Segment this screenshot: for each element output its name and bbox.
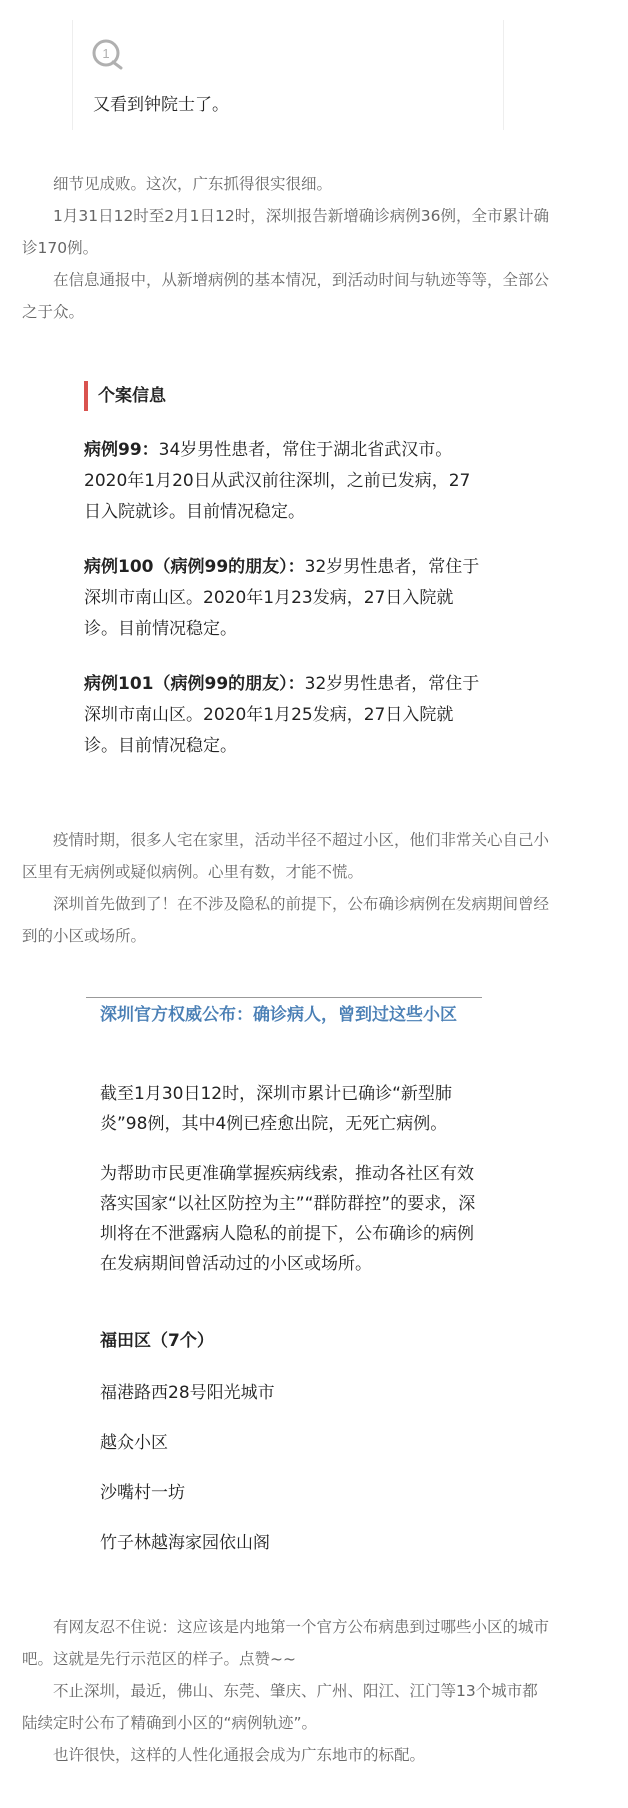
paragraph-bottom-2: 不止深圳，最近，佛山、东莞、肇庆、广州、阳江、江门等13个城市都陆续定时公布了精确到小区的“病例轨迹”。 [22,1682,538,1732]
paragraph-intro-2: 1月31日12时至2月1日12时，深圳报告新增确诊病例36例，全市累计确诊170例。 [22,207,549,257]
place-item: 越众小区 [100,1433,168,1453]
paragraph-intro-1: 细节见成败。这次，广东抓得很实很细。 [53,175,333,193]
case-text: 32岁男性患者，常住于深圳市南山区。2020年1月25发病，27日入院就诊。目前情况稳定。 [84,674,480,756]
place-item: 竹子林越海家园依山阁 [100,1533,270,1553]
case-sep: ： [141,440,159,460]
speech-bubble-icon [91,38,125,72]
icon-digit: 1 [102,46,110,61]
case-title-accent [84,381,88,411]
case-text: 34岁男性患者，常住于湖北省武汉市。2020年1月20日从武汉前往深圳，之前已发病，27日入院就诊。目前情况稳定。 [84,440,471,522]
place-item: 福港路西28号阳光城市 [100,1383,275,1403]
official-box-rule [86,997,482,998]
case-sep: ： [287,674,305,694]
case-sep: ： [287,557,305,577]
case-label: 病例99 [84,440,142,460]
official-paragraph-1: 截至1月30日12时，深圳市累计已确诊“新型肺炎”98例，其中4例已痊愈出院，无死亡病例。 [100,1084,452,1134]
official-title-link[interactable]: 深圳官方权威公布：确诊病人，曾到过这些小区 [100,1005,457,1025]
paragraph-mid-1: 疫情时期，很多人宅在家里，活动半径不超过小区，他们非常关心自己小区里有无病例或疑似病例。心里有数，才能不慌。 [22,831,550,881]
case-item [84,552,484,645]
case-label: 病例100（病例99的朋友） [84,557,288,577]
case-box-title: 个案信息 [98,386,166,406]
case-item [84,435,484,528]
quoted-comment-card [72,20,504,130]
paragraph-intro-3: 在信息通报中，从新增病例的基本情况，到活动时间与轨迹等等，全部公之于众。 [22,271,550,321]
case-item [84,669,484,762]
place-item: 沙嘴村一坊 [100,1483,185,1503]
case-label: 病例101（病例99的朋友） [84,674,288,694]
quote-text: 又看到钟院士了。 [93,95,229,115]
case-text: 32岁男性患者，常住于深圳市南山区。2020年1月23发病，27日入院就诊。目前情况稳定。 [84,557,480,639]
district-heading: 福田区（7个） [100,1331,214,1351]
paragraph-mid-2: 深圳首先做到了！在不涉及隐私的前提下，公布确诊病例在发病期间曾经到的小区或场所。 [22,895,550,945]
paragraph-bottom-1: 有网友忍不住说：这应该是内地第一个官方公布病患到过哪些小区的城市吧。这就是先行示范区的样子。点赞~~ [22,1618,550,1668]
paragraph-bottom-3: 也许很快，这样的人性化通报会成为广东地市的标配。 [53,1746,426,1764]
official-paragraph-2: 为帮助市民更准确掌握疾病线索，推动各社区有效落实国家“以社区防控为主”“群防群控”的要求，深圳将在不泄露病人隐私的前提下，公布确诊的病例在发病期间曾活动过的小区或场所。 [100,1164,476,1274]
